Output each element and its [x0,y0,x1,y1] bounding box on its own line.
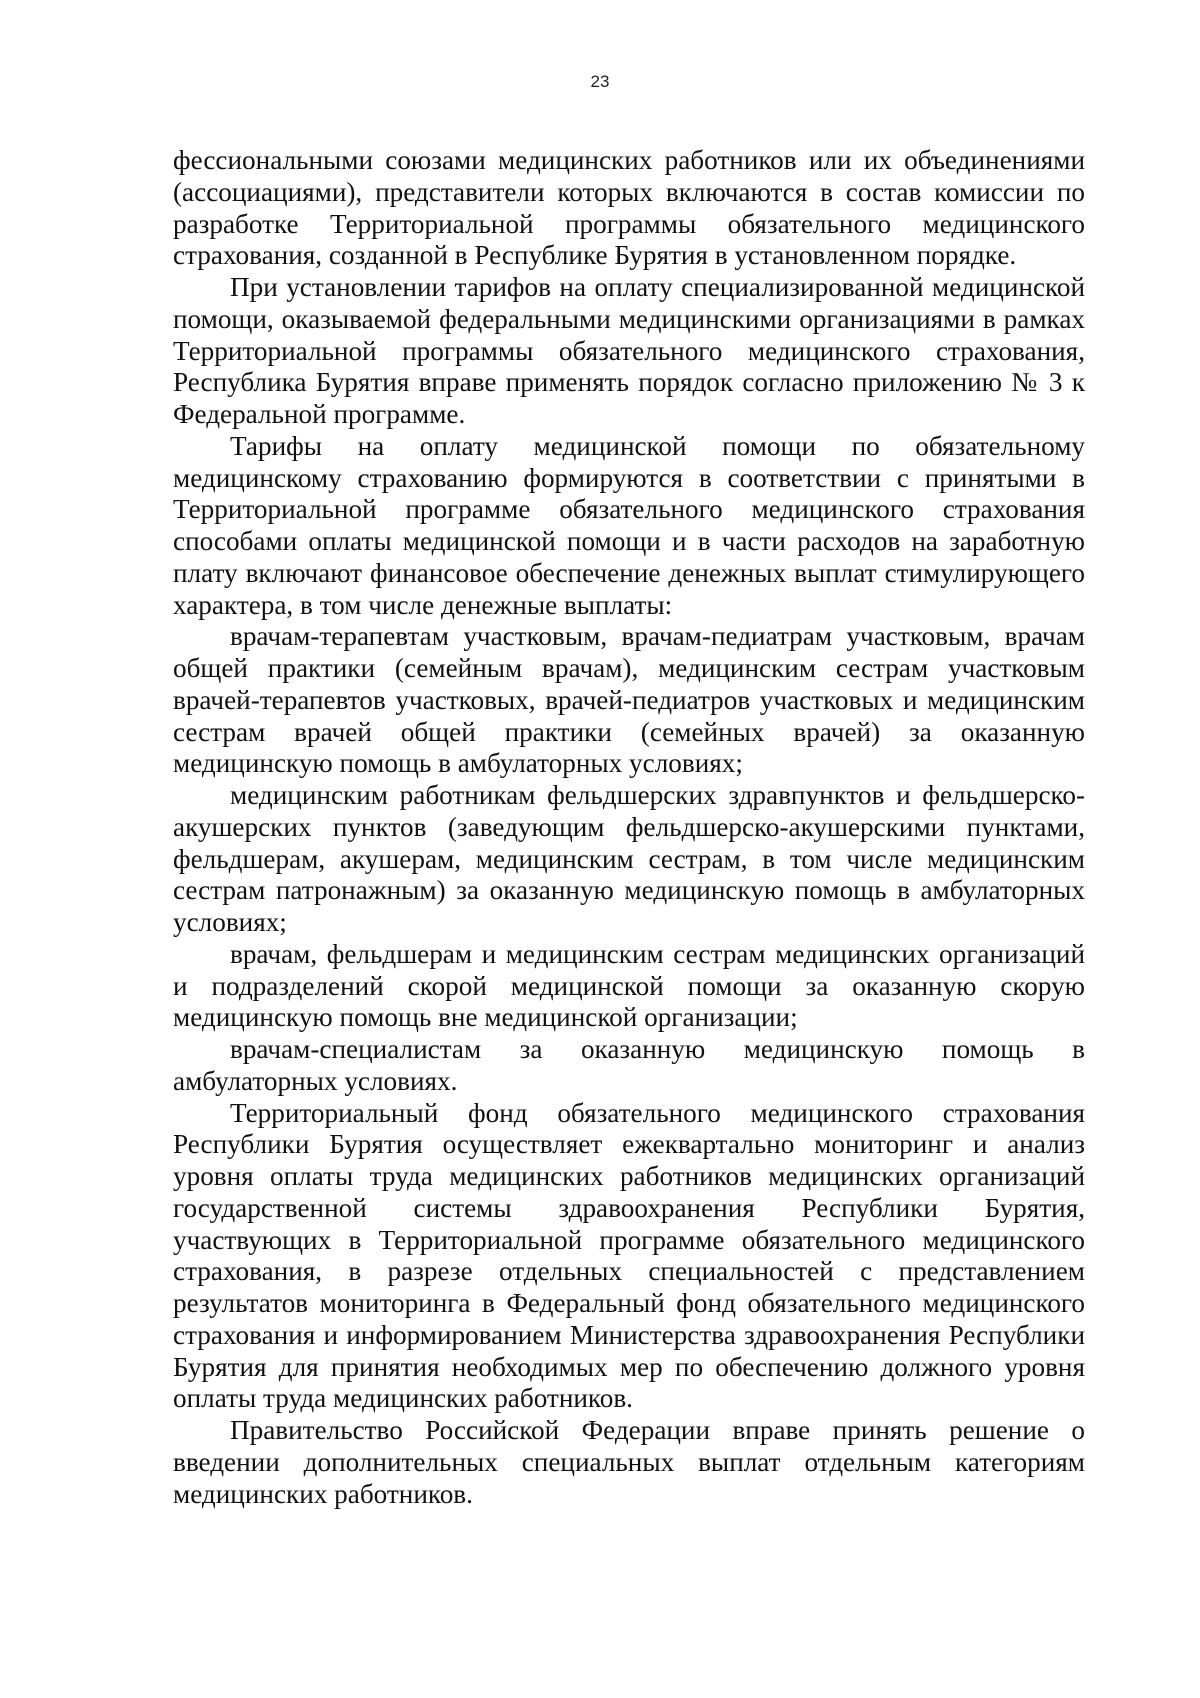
list-item-ambulance-staff: врачам, фельдшерам и медицинским сестрам медицинских организаций и подразделений скорой медицинской помощи за оказанную скорую медицинскую помощь вне медицинской организации; [173,938,1085,1033]
list-item-district-doctors: врачам-терапевтам участковым, врачам-педиатрам участковым, врачам общей практики (семейным врачам), медицинским сестрам участковым врачей-терапевтов участковых, врачей-педиатров участковых и медицинским сестрам врачей общей практики (семейных врачей) за оказанную медицинскую помощь в амбулаторных условиях; [173,621,1085,779]
page-number: 23 [590,72,610,91]
paragraph-tariffs-federal: При установлении тарифов на оплату специализированной медицинской помощи, оказываемой федеральными медицинскими организациями в рамках Территориальной программы обязательного медицинского страхования, Республика Бурятия вправе применять порядок согласно приложению № 3 к Федеральной программе. [173,272,1085,429]
paragraph-continuation: фессиональными союзами медицинских работников или их объединениями (ассоциациями), представители которых включаются в состав комиссии по разработке Территориальной программы обязательного медицинского страхования, созданной в Республике Бурятия в установленном порядке. [173,145,1085,271]
paragraph-tariffs-formation: Тарифы на оплату медицинской помощи по обязательному медицинскому страхованию формируются в соответствии с принятыми в Территориальной программе обязательного медицинского страхования способами оплаты медицинской помощи и в части расходов на заработную плату включают финансовое обеспечение денежных выплат стимулирующего характера, в том числе денежные выплаты: [173,430,1085,620]
paragraph-monitoring: Территориальный фонд обязательного медицинского страхования Республики Бурятия осуществляет ежеквартально мониторинг и анализ уровня оплаты труда медицинских работников медицинских организаций государственной системы здравоохранения Республики Бурятия, участвующих в Территориальной программе обязательного медицинского страхования, в разрезе отдельных специальностей с представлением результатов мониторинга в Федеральный фонд обязательного медицинского страхования и информированием Министерства здравоохранения Республики Бурятия для принятия необходимых мер по обеспечению должного уровня оплаты труда медицинских работников. [173,1097,1085,1414]
list-item-feldsher-staff: медицинским работникам фельдшерских здравпунктов и фельдшерско-акушерских пунктов (заведующим фельдшерско-акушерскими пунктами, фельдшерам, акушерам, медицинским сестрам, в том числе медицинским сестрам патронажным) за оказанную медицинскую помощь в амбулаторных условиях; [173,780,1085,937]
document-body [173,145,1085,1510]
list-item-specialists: врачам-специалистам за оказанную медицинскую помощь в амбулаторных условиях. [173,1034,1085,1096]
paragraph-government-decision: Правительство Российской Федерации вправе принять решение о введении дополнительных специальных выплат отдельным категориям медицинских работников. [173,1415,1085,1509]
